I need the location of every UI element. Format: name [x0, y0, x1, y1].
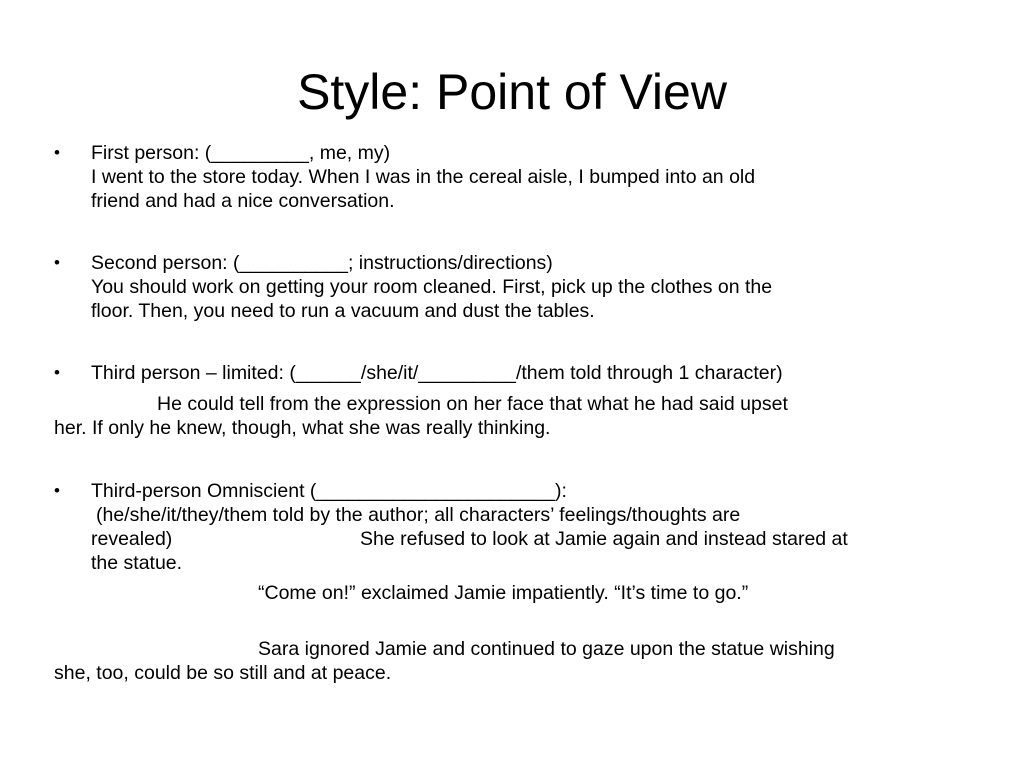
- bullet-second-person: •: [54, 253, 60, 272]
- slide-title: Style: Point of View: [297, 64, 727, 120]
- first-person-example-line-1: I went to the store today. When I was in the cereal aisle, I bumped into an old: [91, 166, 756, 188]
- second-person-heading: Second person: (__________; instructions/directions): [91, 252, 553, 274]
- third-person-limited-example-line-1: He could tell from the expression on her face that what he had said upset: [157, 393, 788, 415]
- first-person-example-line-2: friend and had a nice conversation.: [91, 190, 395, 212]
- omniscient-example-line-4: she, too, could be so still and at peace.: [54, 662, 392, 684]
- omniscient-example-line-1: She refused to look at Jamie again and instead stared at: [360, 528, 848, 550]
- first-person-heading: First person: (_________, me, my): [91, 142, 391, 164]
- omniscient-example-line-2: the statue.: [91, 552, 183, 574]
- omniscient-example-line-3: Sara ignored Jamie and continued to gaze upon the statue wishing: [258, 638, 835, 660]
- omniscient-description-line-1: (he/she/it/they/them told by the author; all characters’ feelings/thoughts are: [96, 504, 741, 526]
- third-person-limited-heading: Third person – limited: (______/she/it/_________/them told through 1 character): [91, 362, 783, 384]
- bullet-first-person: •: [54, 143, 60, 162]
- third-person-omniscient-heading: Third-person Omniscient (______________________):: [91, 480, 567, 502]
- second-person-example-line-2: floor. Then, you need to run a vacuum and dust the tables.: [91, 300, 595, 322]
- bullet-third-person-limited: •: [54, 363, 60, 382]
- omniscient-example-dialogue: “Come on!” exclaimed Jamie impatiently. “It’s time to go.”: [258, 582, 749, 604]
- second-person-example-line-1: You should work on getting your room cleaned. First, pick up the clothes on the: [91, 276, 773, 298]
- bullet-third-person-omniscient: •: [54, 481, 60, 500]
- omniscient-description-line-2: revealed): [91, 528, 173, 550]
- third-person-limited-example-line-2: her. If only he knew, though, what she was really thinking.: [54, 417, 551, 439]
